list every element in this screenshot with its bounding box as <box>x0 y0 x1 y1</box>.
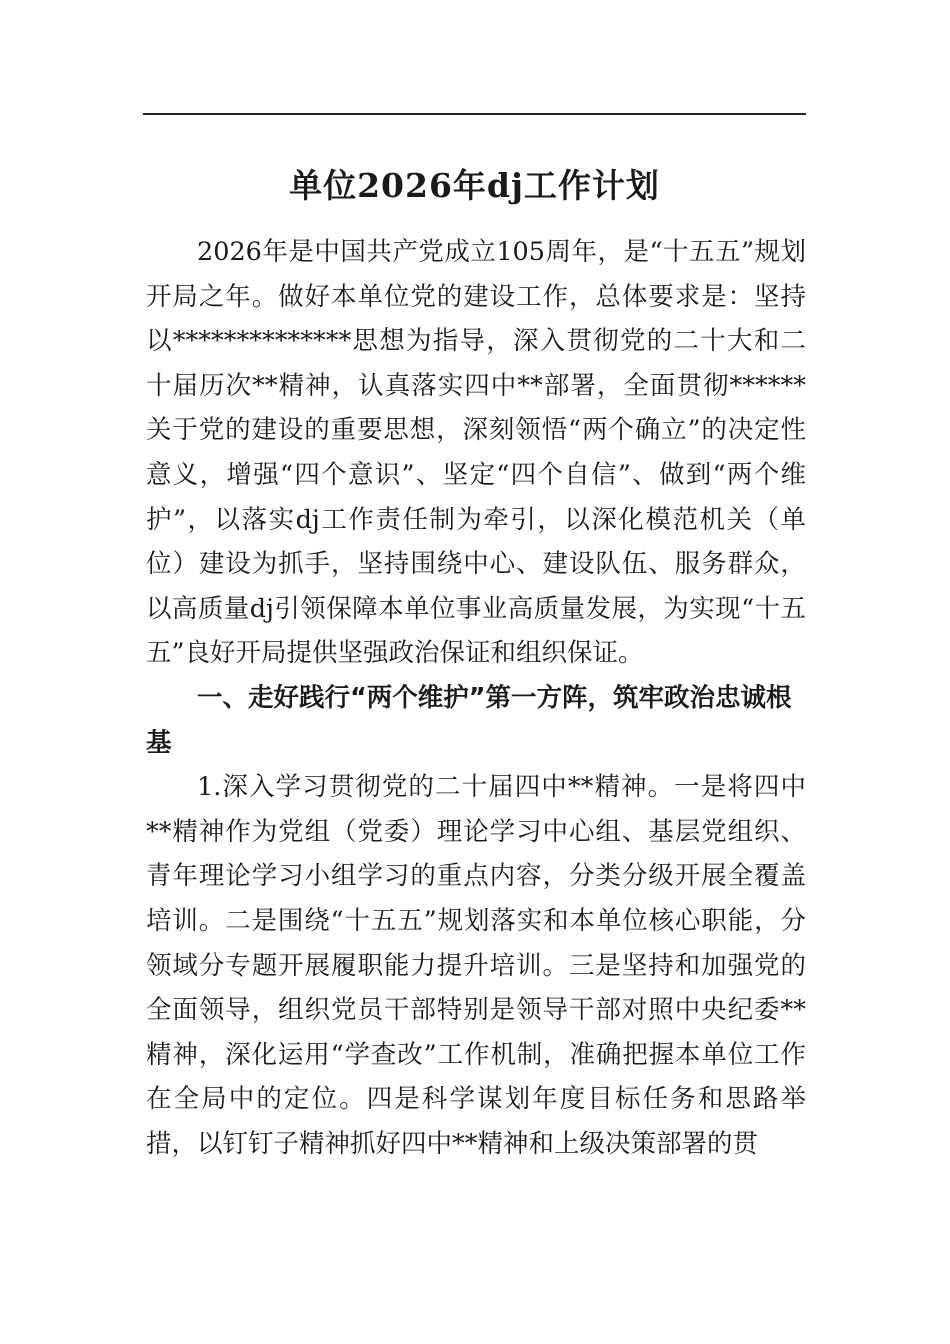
document-body <box>146 230 806 1166</box>
section-1-item-1: 1.深入学习贯彻党的二十届四中**精神。一是将四中**精神作为党组（党委）理论学习中心组、基层党组织、青年理论学习小组学习的重点内容，分类分级开展全覆盖培训。二是围绕“十五五”规划落实和本单位核心职能，分领域分专题开展履职能力提升培训。三是坚持和加强党的全面领导，组织党员干部特别是领导干部对照中央纪委**精神，深化运用“学查改”工作机制，准确把握本单位工作在全局中的定位。四是科学谋划年度目标任务和思路举措，以钉钉子精神抓好四中**精神和上级决策部署的贯 <box>146 772 806 1159</box>
header-rule <box>143 113 806 115</box>
document-title: 单位2026年dj工作计划 <box>289 166 660 205</box>
section-heading-1: 一、走好践行“两个维护”第一方阵，筑牢政治忠诚根基 <box>146 682 792 758</box>
intro-paragraph: 2026年是中国共产党成立105周年，是“十五五”规划开局之年。做好本单位党的建设工作，总体要求是：坚持以**************思想为指导，深入贯彻党的二十大和二十届历次**精神，认真落实四中**部署，全面贯彻******关于党的建设的重要思想，深刻领悟“两个确立”的决定性意义，增强“四个意识”、坚定“四个自信”、做到“两个维护”，以落实dj工作责任制为牵引，以深化模范机关（单位）建设为抓手，坚持围绕中心、建设队伍、服务群众，以高质量dj引领保障本单位事业高质量发展，为实现“十五五”良好开局提供坚强政治保证和组织保证。 <box>146 237 806 669</box>
